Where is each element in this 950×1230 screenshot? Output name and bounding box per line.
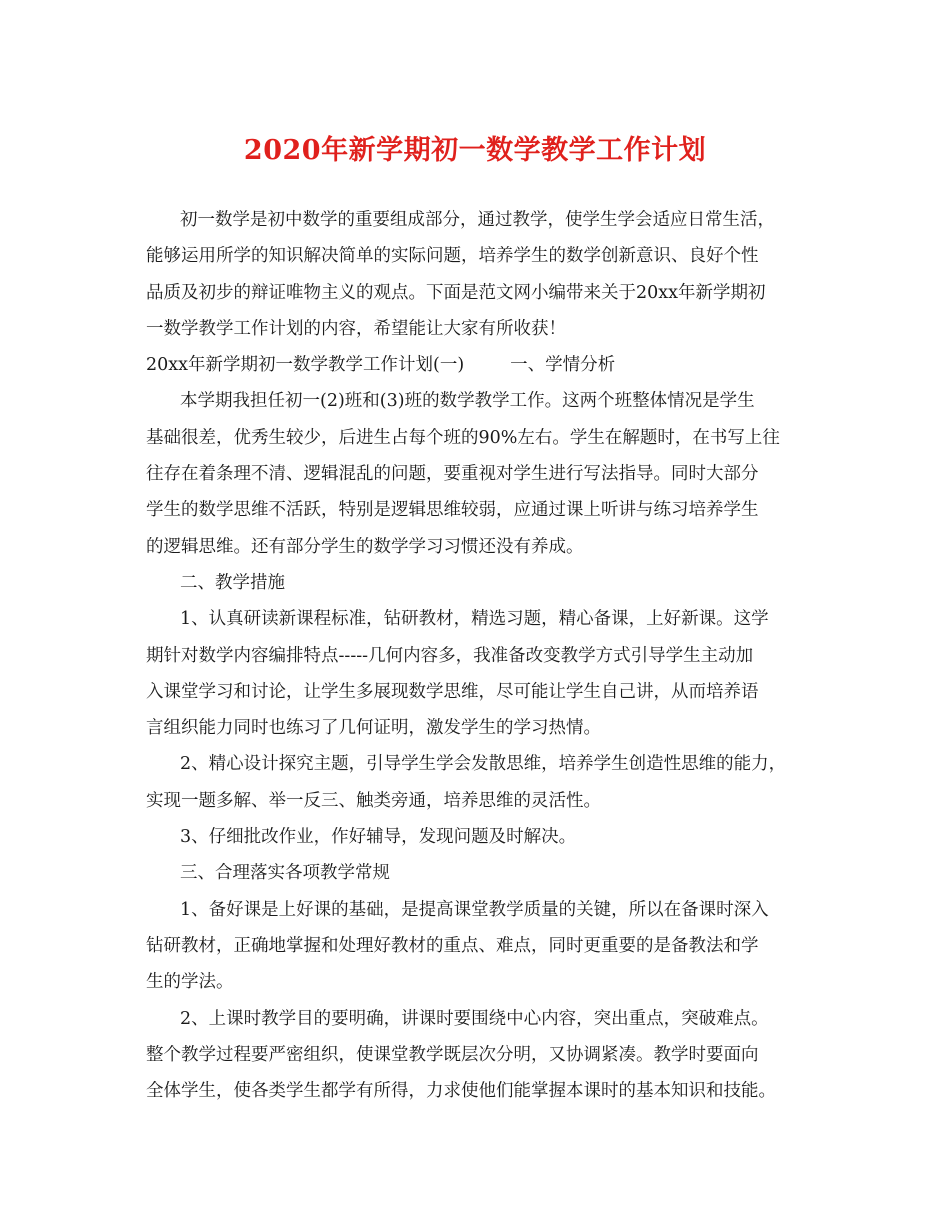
paragraph-line: 初一数学是初中数学的重要组成部分，通过教学，使学生学会适应日常生活， xyxy=(180,210,775,230)
paragraph-line: 1、备好课是上好课的基础，是提高课堂教学质量的关键，所以在备课时深入 xyxy=(180,899,769,920)
paragraph-line: 全体学生，使各类学生都学有所得，力求使他们能掌握本课时的基本知识和技能。 xyxy=(146,1081,776,1102)
section-heading: 二、教学措施 xyxy=(180,572,285,593)
paragraph-line: 一数学教学工作计划的内容，希望能让大家有所收获！ xyxy=(146,318,566,339)
paragraph-line: 实现一题多解、举一反三、触类旁通，培养思维的灵活性。 xyxy=(146,790,601,811)
paragraph-line: 学生的数学思维不活跃，特别是逻辑思维较弱，应通过课上听讲与练习培养学生 xyxy=(146,500,759,521)
section-heading: 三、合理落实各项教学常规 xyxy=(180,863,390,884)
document-title: 2020年新学期初一数学教学工作计划 xyxy=(243,135,707,166)
paragraph-line: 整个教学过程要严密组织，使课堂教学既层次分明，又协调紧凑。教学时要面向 xyxy=(146,1044,759,1065)
paragraph-line: 能够运用所学的知识解决简单的实际问题，培养学生的数学创新意识、良好个性 xyxy=(146,246,759,267)
paragraph-line: 3、仔细批改作业，作好辅导，发现问题及时解决。 xyxy=(180,827,577,848)
paragraph-line: 言组织能力同时也练习了几何证明，激发学生的学习热情。 xyxy=(146,718,601,739)
document-body xyxy=(146,202,836,1109)
plan-subtitle: 20xx年新学期初一数学教学工作计划(一) xyxy=(146,355,465,376)
paragraph-line: 2、精心设计探究主题，引导学生学会发散思维，培养学生创造性思维的能力， xyxy=(180,754,787,775)
paragraph-line: 1、认真研读新课程标准，钻研教材，精选习题，精心备课，上好新课。这学 xyxy=(180,609,769,630)
section-heading-line xyxy=(146,347,836,383)
paragraph-line: 期针对数学内容编排特点-----几何内容多，我准备改变教学方式引导学生主动加 xyxy=(146,645,754,666)
paragraph-line: 本学期我担任初一(2)班和(3)班的数学教学工作。这两个班整体情况是学生 xyxy=(180,391,755,412)
paragraph-line: 生的学法。 xyxy=(146,972,234,993)
paragraph-line: 品质及初步的辩证唯物主义的观点。下面是范文网小编带来关于20xx年新学期初 xyxy=(146,282,766,303)
paragraph-line: 钻研教材，正确地掌握和处理好教材的重点、难点，同时更重要的是备教法和学 xyxy=(146,935,759,956)
section-heading: 一、学情分析 xyxy=(510,355,616,376)
paragraph-line: 的逻辑思维。还有部分学生的数学学习习惯还没有养成。 xyxy=(146,536,584,557)
paragraph-line: 往存在着条理不清、逻辑混乱的问题，要重视对学生进行写法指导。同时大部分 xyxy=(146,464,759,485)
paragraph-line: 入课堂学习和讨论，让学生多展现数学思维，尽可能让学生自己讲，从而培养语 xyxy=(146,681,759,702)
paragraph-line: 基础很差，优秀生较少，后进生占每个班的90%左右。学生在解题时，在书写上往 xyxy=(146,427,780,448)
paragraph-line: 2、上课时教学目的要明确，讲课时要围绕中心内容，突出重点，突破难点。 xyxy=(180,1008,769,1029)
